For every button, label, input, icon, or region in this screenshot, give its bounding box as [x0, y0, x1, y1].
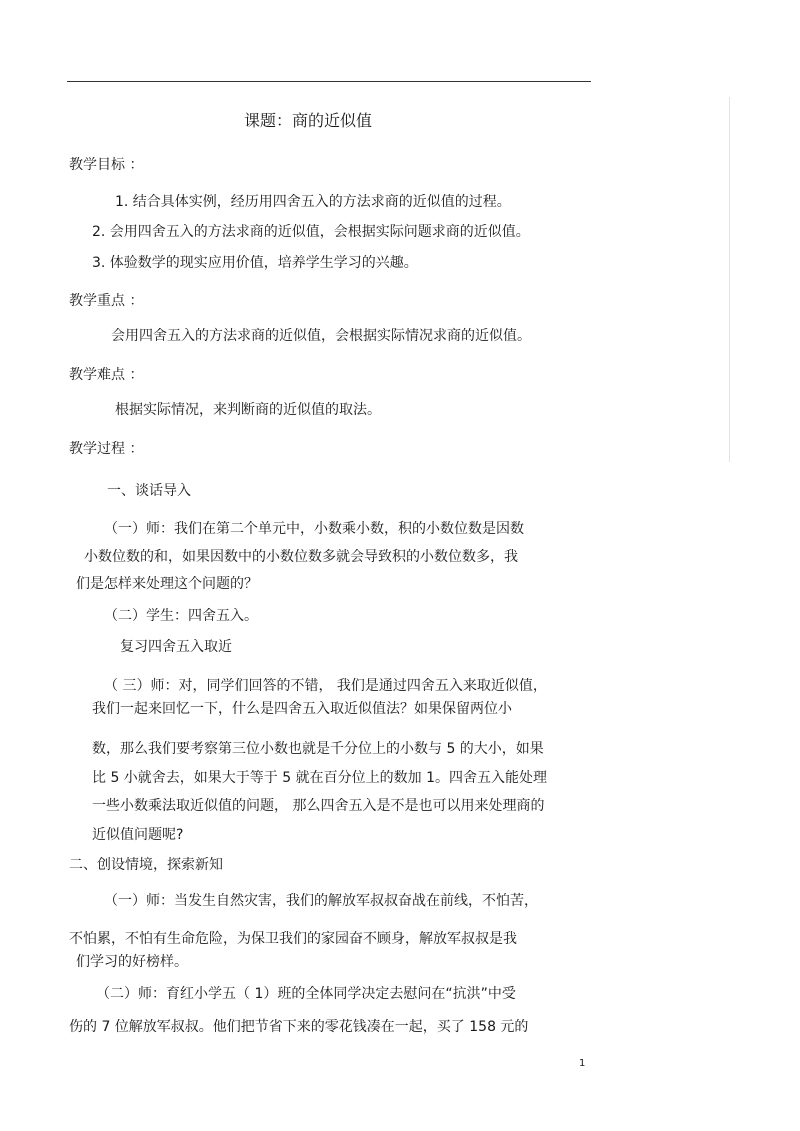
section-1-p1-line-3: 们是怎样来处理这个问题的？ — [76, 576, 258, 592]
objective-item-3: 3. 体验数学的现实应用价值，培养学生学习的兴趣。 — [92, 255, 418, 271]
document-title: 课题：商的近似值 — [244, 111, 373, 130]
process-heading: 教学过程 ： — [69, 441, 144, 457]
objectives-heading: 教学目标 ： — [69, 157, 144, 173]
section-2-p2-line-1: （二）师：育红小学五（ 1）班的全体同学决定去慰问在“抗洪”中受 — [96, 986, 516, 1002]
section-1-heading: 一、谈话导入 — [107, 483, 191, 499]
section-1-p1-line-2: 小数位数的和，如果因数中的小数位数多就会导致积的小数位数多，我 — [84, 549, 518, 565]
section-1-p4-line-6: 近似值问题呢? — [92, 827, 184, 843]
objective-item-2: 2. 会用四舍五入的方法求商的近似值，会根据实际问题求商的近似值。 — [92, 224, 530, 240]
section-2-heading: 二、创设情境，探索新知 — [69, 857, 223, 873]
section-2-p1-line-1: （一）师：当发生自然灾害，我们的解放军叔叔奋战在前线，不怕苦， — [104, 893, 538, 909]
key-points-text: 会用四舍五入的方法求商的近似值，会根据实际情况求商的近似值。 — [111, 328, 531, 344]
margin-rule — [729, 97, 730, 462]
difficulties-text: 根据实际情况，来判断商的近似值的取法。 — [115, 402, 381, 418]
section-2-p1-line-2: 不怕累，不怕有生命危险，为保卫我们的家园奋不顾身，解放军叔叔是我 — [69, 931, 517, 947]
objective-item-1: 1. 结合具体实例，经历用四舍五入的方法求商的近似值的过程。 — [115, 194, 511, 210]
section-1-p4-line-4: 比 5 小就舍去，如果大于等于 5 就在百分位上的数加 1。四舍五入能处理 — [92, 770, 547, 786]
section-1-p3: 复习四舍五入取近 — [120, 639, 232, 655]
section-1-p4-line-1: （ 三）师：对，同学们回答的不错， 我们是通过四舍五入来取近似值， — [104, 678, 547, 694]
key-points-heading: 教学重点 ： — [69, 293, 144, 309]
section-1-p4-line-3: 数，那么我们要考察第三位小数也就是千分位上的小数与 5 的大小，如果 — [92, 741, 544, 757]
header-rule — [67, 81, 591, 82]
section-2-p2-line-2: 伤的 7 位解放军叔叔。他们把节省下来的零花钱凑在一起，买了 158 元的 — [69, 1019, 529, 1035]
section-1-p1-line-1: （一）师：我们在第二个单元中，小数乘小数，积的小数位数是因数 — [104, 521, 524, 537]
section-1-p2: （二）学生：四舍五入。 — [104, 608, 258, 624]
difficulties-heading: 教学难点 ： — [69, 367, 144, 383]
section-1-p4-line-2: 我们一起来回忆一下，什么是四舍五入取近似值法？如果保留两位小 — [92, 701, 512, 717]
section-1-p4-line-5: 一些小数乘法取近似值的问题， 那么四舍五入是不是也可以用来处理商的 — [92, 798, 545, 814]
section-2-p1-line-3: 们学习的好榜样。 — [76, 954, 188, 970]
page-number: 1 — [579, 1058, 586, 1069]
